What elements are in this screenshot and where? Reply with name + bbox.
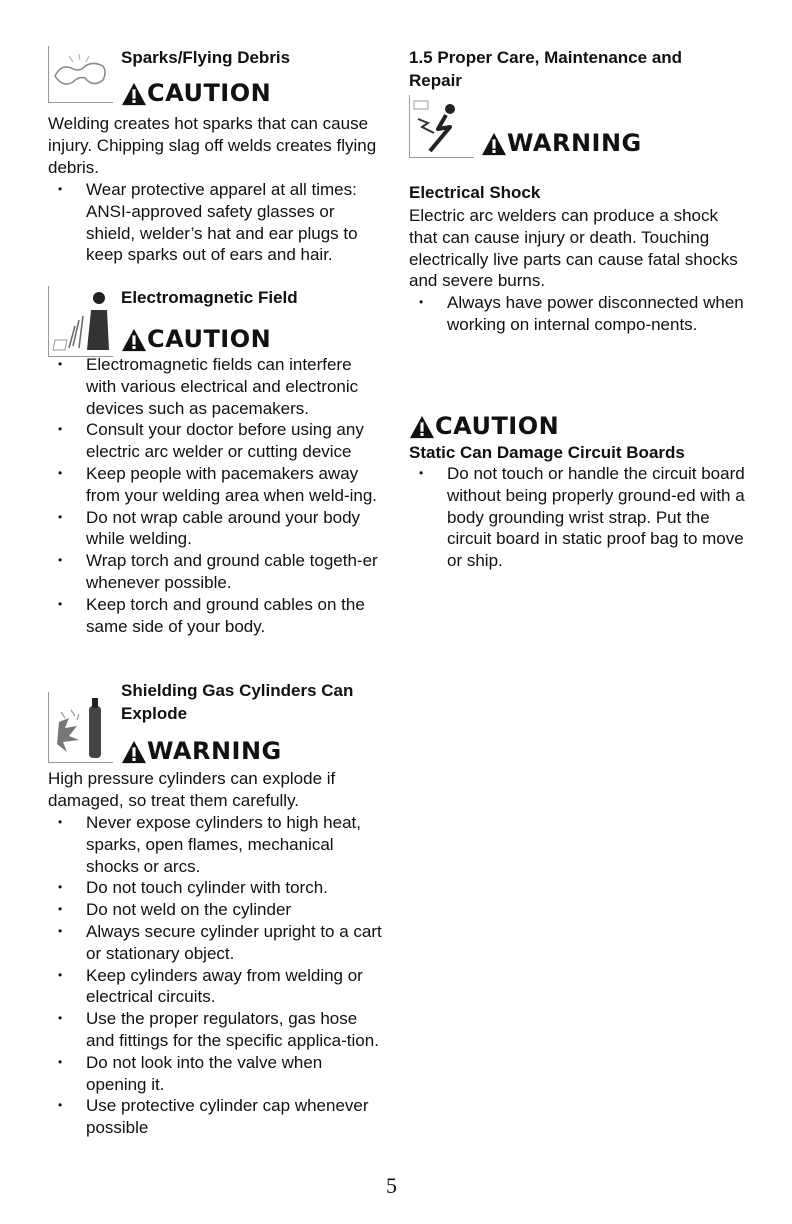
list-item: • Use protective cylinder cap whenever possible bbox=[48, 1095, 382, 1139]
sparks-caution-label: CAUTION bbox=[121, 80, 271, 106]
static-bullets bbox=[409, 463, 745, 572]
cylinders-intro: High pressure cylinders can explode if damaged, so treat them carefully. bbox=[48, 769, 336, 810]
list-item: • Do not touch or handle the circuit board without being properly ground-ed with a body grounding wrist strap. Put the circuit board in static proof bag to move or ship. bbox=[409, 463, 745, 572]
list-item: • Keep torch and ground cables on the same side of your body. bbox=[48, 594, 382, 638]
list-item: • Keep cylinders away from welding or electrical circuits. bbox=[48, 965, 382, 1009]
cylinders-title-line-2: Explode bbox=[121, 704, 188, 723]
list-item: • Keep people with pacemakers away from your welding area when weld-ing. bbox=[48, 463, 382, 507]
list-item: • Electromagnetic fields can interfere with various electrical and electronic devices such as pacemakers. bbox=[48, 354, 382, 419]
list-item: • Consult your doctor before using any electric arc welder or cutting device bbox=[48, 419, 382, 463]
list-item: • Do not wrap cable around your body while welding. bbox=[48, 507, 382, 551]
sparks-title: Sparks/Flying Debris bbox=[121, 48, 291, 67]
list-item: • Use the proper regulators, gas hose and fittings for the specific applica-tion. bbox=[48, 1008, 382, 1052]
list-item: • Do not touch cylinder with torch. bbox=[48, 877, 382, 899]
warning-triangle-icon bbox=[481, 132, 507, 156]
static-caution-label: CAUTION bbox=[409, 413, 559, 439]
list-item: • Always have power disconnected when working on internal compo-nents. bbox=[409, 292, 745, 336]
list-item: • Wear protective apparel at all times: ANSI-approved safety glasses or shield, welder’s hat and ear plugs to keep sparks out of ears and hair. bbox=[48, 179, 382, 266]
list-item: • Never expose cylinders to high heat, sparks, open flames, mechanical shocks or arcs. bbox=[48, 812, 382, 877]
warning-triangle-icon bbox=[121, 328, 147, 352]
shock-bullets bbox=[409, 292, 745, 336]
section-title-line-1: 1.5 Proper Care, Maintenance and bbox=[409, 48, 683, 67]
section-title bbox=[409, 46, 682, 92]
warning-triangle-icon bbox=[409, 415, 435, 439]
static-title: Static Can Damage Circuit Boards bbox=[409, 443, 685, 462]
list-item: • Always secure cylinder upright to a cart or stationary object. bbox=[48, 921, 382, 965]
warning-triangle-icon bbox=[121, 740, 147, 764]
list-item: • Do not weld on the cylinder bbox=[48, 899, 382, 921]
sparks-bullets bbox=[48, 179, 382, 266]
electric-shock-icon bbox=[409, 95, 474, 158]
cylinders-title bbox=[121, 679, 353, 725]
list-item: • Do not look into the valve when opening it. bbox=[48, 1052, 382, 1096]
warning-triangle-icon bbox=[121, 82, 147, 106]
cylinders-title-line-1: Shielding Gas Cylinders Can bbox=[121, 681, 354, 700]
safety-goggles-icon bbox=[48, 46, 113, 103]
sparks-intro: Welding creates hot sparks that can cause injury. Chipping slag off welds creates flying debris. bbox=[48, 114, 377, 177]
section-title-line-2: Repair bbox=[409, 71, 462, 90]
shock-intro: Electric arc welders can produce a shock that can cause injury or death. Touching electrically live parts can cause fatal shocks and severe burns. bbox=[409, 206, 738, 291]
shock-warning-label: WARNING bbox=[481, 130, 642, 156]
list-item: • Wrap torch and ground cable togeth-er whenever possible. bbox=[48, 550, 382, 594]
shock-title: Electrical Shock bbox=[409, 183, 541, 202]
electromagnetic-person-icon bbox=[48, 286, 113, 357]
cylinders-warning-label: WARNING bbox=[121, 738, 282, 764]
page-number: 5 bbox=[386, 1173, 397, 1198]
emf-title: Electromagnetic Field bbox=[121, 288, 298, 307]
cylinders-bullets bbox=[48, 812, 382, 1139]
exploding-cylinder-icon bbox=[48, 692, 113, 763]
emf-bullets bbox=[48, 354, 382, 637]
emf-caution-label: CAUTION bbox=[121, 326, 271, 352]
